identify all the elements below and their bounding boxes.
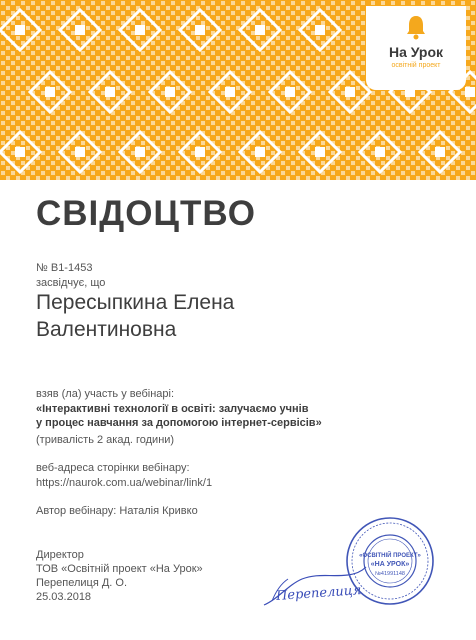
certify-text: засвідчує, що [36,277,106,289]
ornament-motif-center [255,147,265,157]
recipient-name-line2: Валентиновна [36,318,177,341]
signatory-role: Директор [36,549,84,561]
signatory-name: Перепелиця Д. О. [36,577,128,589]
ornament-motif-center [195,147,205,157]
logo-title: На Урок [388,44,444,60]
ornament-motif-center [375,147,385,157]
ornament-motif-center [105,87,115,97]
ornament-motif-center [315,25,325,35]
logo-subtitle: освітній проект [391,62,441,69]
ornament-motif-center [15,147,25,157]
webinar-url-label: веб-адреса сторінки вебінару: [36,462,190,474]
ornament-motif-center [315,147,325,157]
ornament-motif-center [285,87,295,97]
ornament-motif-center [75,25,85,35]
official-seal [344,515,436,607]
ornament-motif-center [15,25,25,35]
ornament-motif-center [465,87,475,97]
webinar-topic [36,402,322,430]
duration-text: (тривалість 2 акад. години) [36,434,175,446]
ornament-motif-center [435,147,445,157]
recipient-name [36,289,234,343]
ornament-motif-center [75,147,85,157]
ornament-motif-center [45,87,55,97]
ornament-motif-center [135,25,145,35]
ornament-motif-center [345,87,355,97]
webinar-url[interactable]: https://naurok.com.ua/webinar/link/1 [36,477,213,489]
signatory-block [36,548,203,604]
ornament-motif-center [255,25,265,35]
ornament-motif-center [225,87,235,97]
certificate-date: 25.03.2018 [36,591,92,603]
naurok-logo [366,6,466,90]
certificate-number: № В1-1453 [36,262,93,274]
signature: Перепелиця [275,583,362,604]
ornament-motif-center [195,25,205,35]
webinar-author: Автор вебінару: Наталія Кривко [36,505,198,517]
seal-code: №41991148 [375,571,405,577]
took-part-text: взяв (ла) участь у вебінарі: [36,388,175,400]
seal-center-line2: «НА УРОК» [370,561,410,568]
ornament-motif-center [135,147,145,157]
bell-icon [404,14,428,40]
ornament-motif-center [165,87,175,97]
webinar-topic-line1: «Інтерактивні технології в освіті: залучаємо учнів [36,403,309,415]
recipient-name-line1: Пересыпкина Елена [36,291,235,314]
seal-center-line1: «ОСВІТНІЙ ПРОЕКТ» [359,553,421,559]
signatory-org: ТОВ «Освітній проект «На Урок» [36,563,203,575]
certificate-title: СВІДОЦТВО [36,194,257,233]
webinar-topic-line2: у процес навчання за допомогою інтернет-сервісів» [36,417,322,429]
